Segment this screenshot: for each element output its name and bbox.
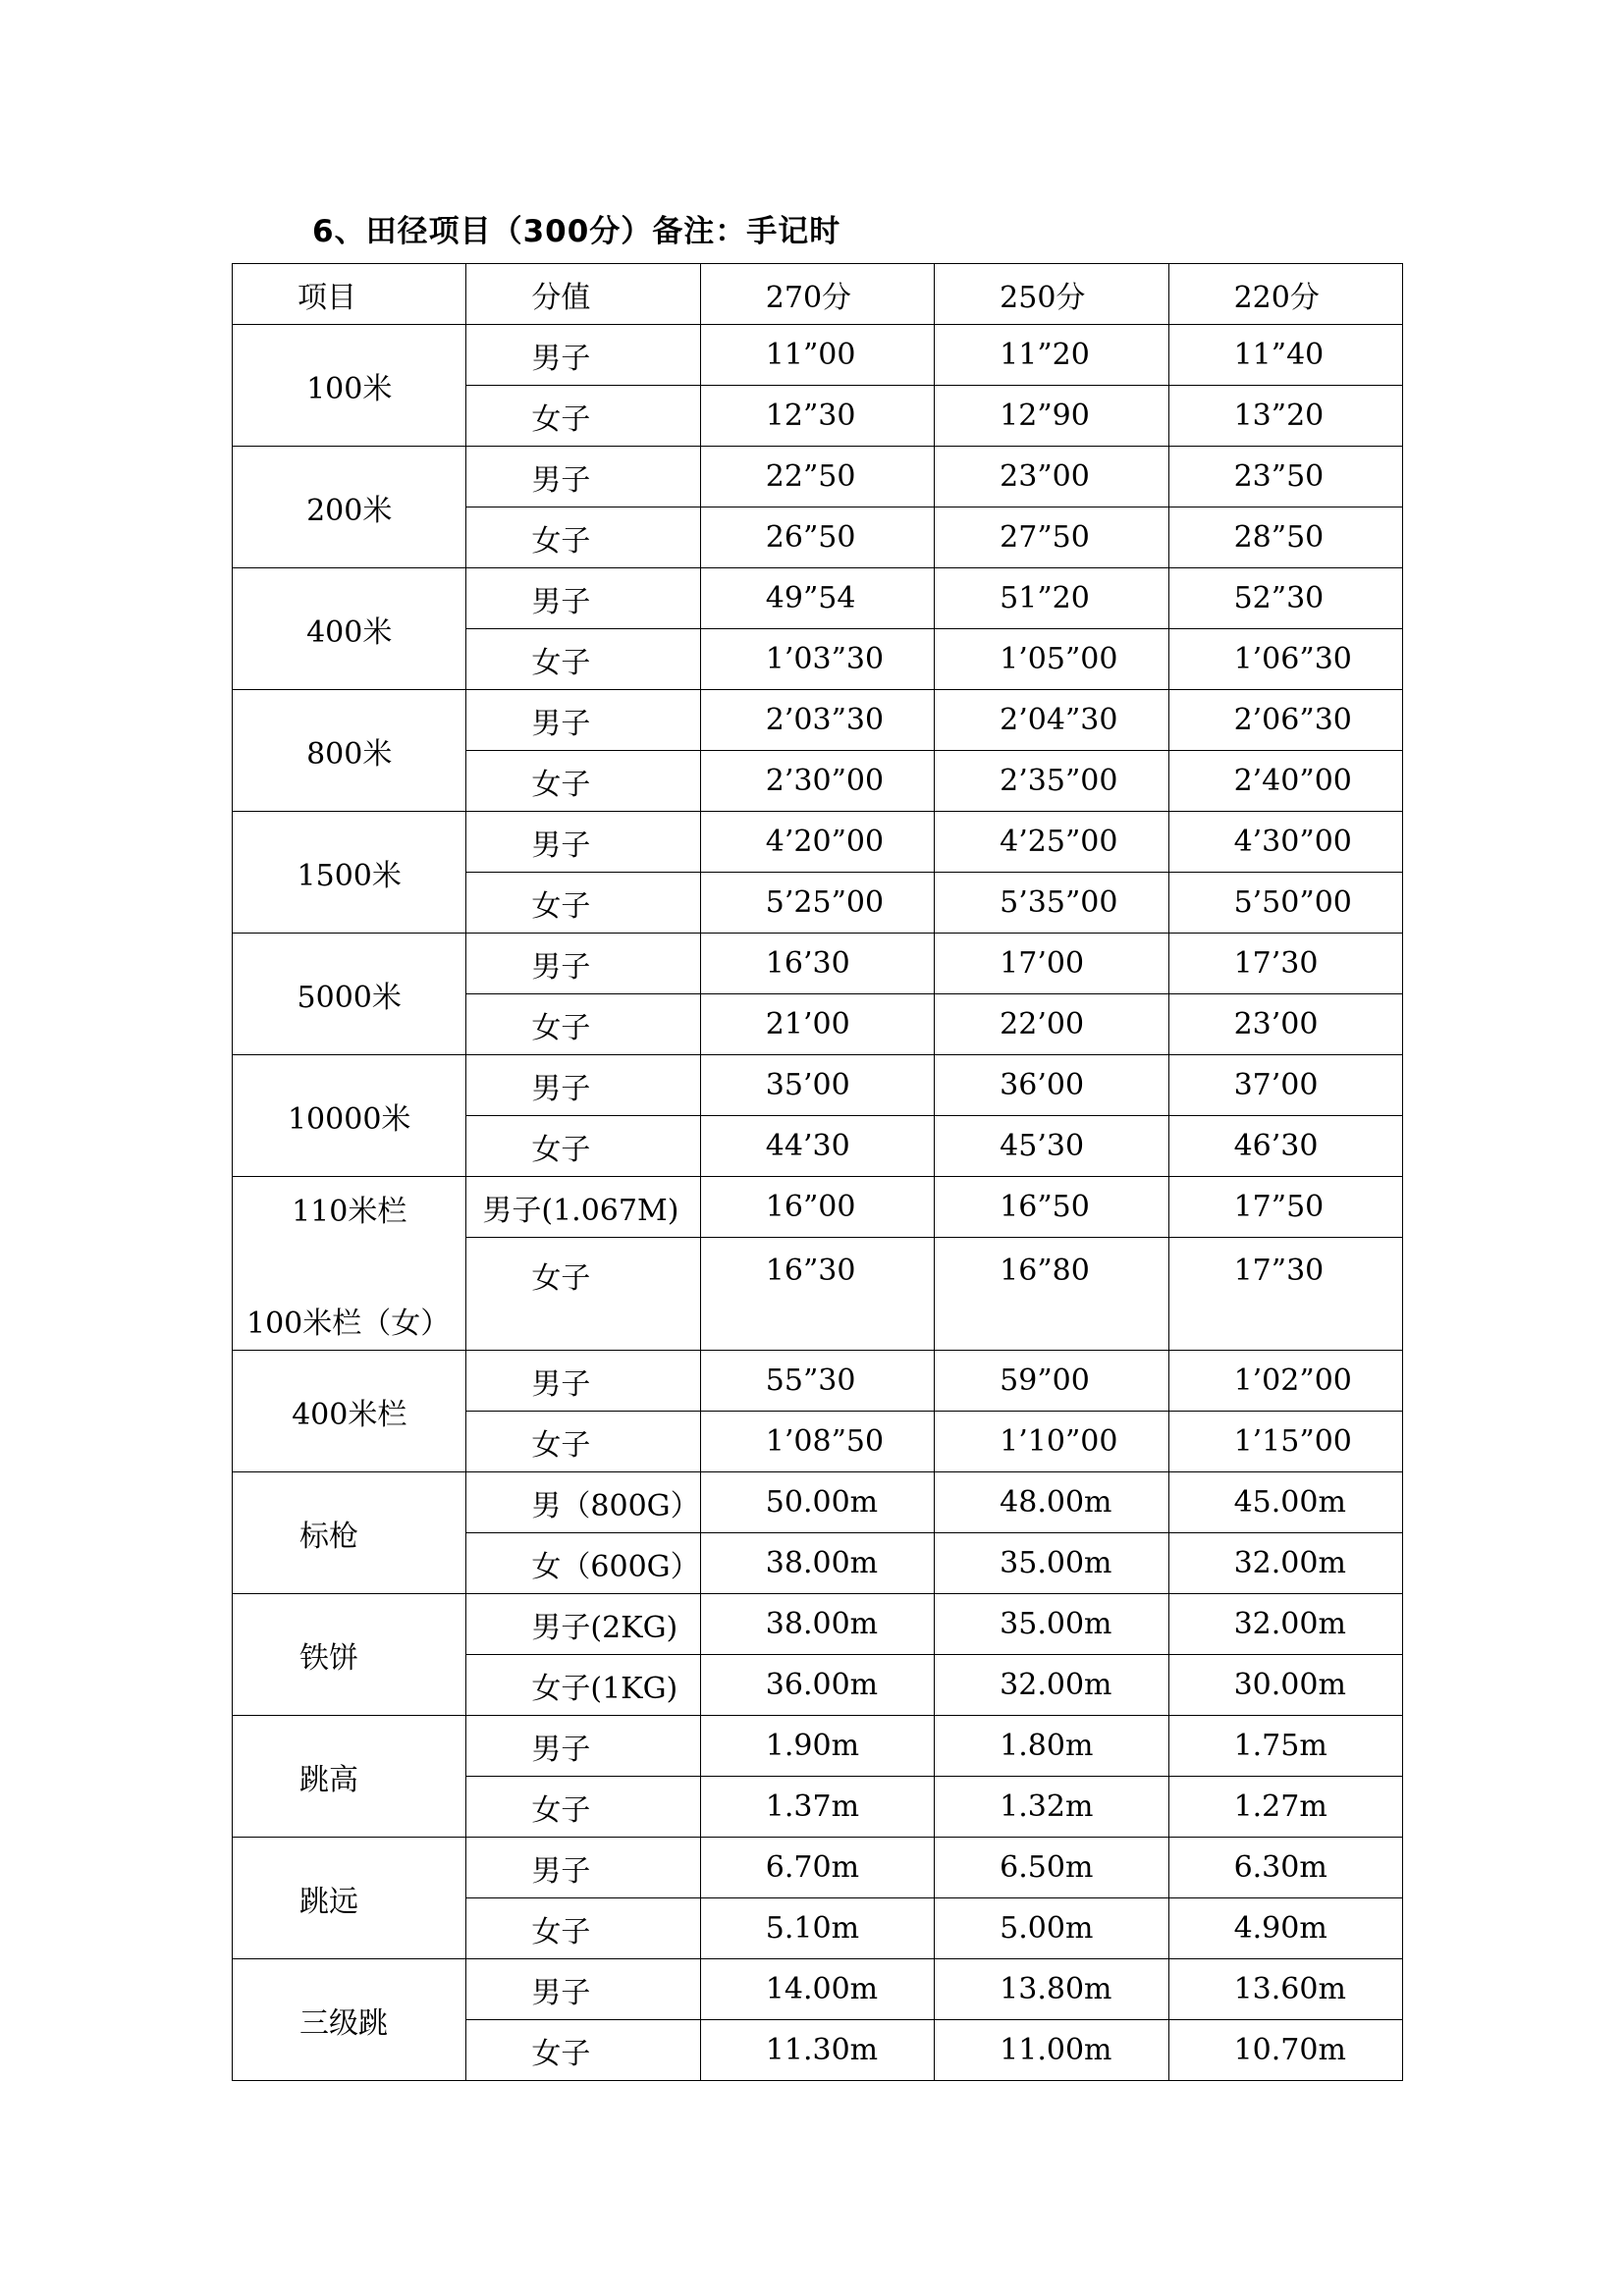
table-row xyxy=(233,934,1403,994)
category-cell: 女子 xyxy=(466,1412,700,1472)
score-value-cell: 2’04”30 xyxy=(935,690,1168,751)
category-cell: 女子 xyxy=(466,994,700,1055)
score-value-cell: 17”50 xyxy=(1168,1177,1402,1238)
category-cell: 女（600G） xyxy=(466,1533,700,1594)
score-value-cell: 21’00 xyxy=(700,994,934,1055)
score-value-cell: 32.00m xyxy=(1168,1594,1402,1655)
score-value-cell: 55”30 xyxy=(700,1351,934,1412)
score-value-cell: 16”30 xyxy=(700,1238,934,1351)
category-cell: 男子(2KG) xyxy=(466,1594,700,1655)
score-value-cell: 4’30”00 xyxy=(1168,812,1402,873)
score-value-cell: 45’30 xyxy=(935,1116,1168,1177)
header-cell-score-220: 220分 xyxy=(1168,264,1402,325)
score-value-cell: 1.80m xyxy=(935,1716,1168,1777)
score-value-cell: 1’15”00 xyxy=(1168,1412,1402,1472)
score-value-cell: 4’25”00 xyxy=(935,812,1168,873)
table-row xyxy=(233,447,1403,507)
score-value-cell: 1’03”30 xyxy=(700,629,934,690)
category-cell: 女子 xyxy=(466,1238,700,1351)
score-value-cell: 10.70m xyxy=(1168,2020,1402,2081)
score-value-cell: 27”50 xyxy=(935,507,1168,568)
table-row xyxy=(233,812,1403,873)
header-cell-event: 项目 xyxy=(233,264,466,325)
category-cell: 女子 xyxy=(466,1116,700,1177)
category-cell: 男子 xyxy=(466,568,700,629)
track-field-score-table xyxy=(232,263,1403,2081)
score-value-cell: 44’30 xyxy=(700,1116,934,1177)
category-cell: 女子 xyxy=(466,1898,700,1959)
event-name-cell: 铁饼 xyxy=(233,1594,466,1716)
table-row xyxy=(233,1351,1403,1412)
event-name-cell: 100米 xyxy=(233,325,466,447)
category-cell: 男子 xyxy=(466,1838,700,1898)
event-name-secondary: 100米栏（女） xyxy=(246,1307,451,1341)
score-value-cell: 35’00 xyxy=(700,1055,934,1116)
header-cell-score-270: 270分 xyxy=(700,264,934,325)
category-cell: 男子 xyxy=(466,812,700,873)
score-value-cell: 13.60m xyxy=(1168,1959,1402,2020)
score-value-cell: 1.27m xyxy=(1168,1777,1402,1838)
score-value-cell: 6.50m xyxy=(935,1838,1168,1898)
score-value-cell: 5.00m xyxy=(935,1898,1168,1959)
score-value-cell: 38.00m xyxy=(700,1533,934,1594)
score-value-cell: 22”50 xyxy=(700,447,934,507)
score-value-cell: 6.30m xyxy=(1168,1838,1402,1898)
event-name-cell: 400米栏 xyxy=(233,1351,466,1472)
category-cell: 男子(1.067M) xyxy=(466,1177,700,1238)
score-value-cell: 23”50 xyxy=(1168,447,1402,507)
score-value-cell: 17’00 xyxy=(935,934,1168,994)
score-value-cell: 36’00 xyxy=(935,1055,1168,1116)
score-value-cell: 2’35”00 xyxy=(935,751,1168,812)
score-value-cell: 36.00m xyxy=(700,1655,934,1716)
score-value-cell: 37’00 xyxy=(1168,1055,1402,1116)
score-value-cell: 23’00 xyxy=(1168,994,1402,1055)
score-value-cell: 35.00m xyxy=(935,1533,1168,1594)
score-value-cell: 1’06”30 xyxy=(1168,629,1402,690)
score-value-cell: 46’30 xyxy=(1168,1116,1402,1177)
score-value-cell: 11.30m xyxy=(700,2020,934,2081)
category-cell: 女子 xyxy=(466,873,700,934)
score-value-cell: 5’25”00 xyxy=(700,873,934,934)
score-value-cell: 1.32m xyxy=(935,1777,1168,1838)
score-value-cell: 52”30 xyxy=(1168,568,1402,629)
score-value-cell: 2’03”30 xyxy=(700,690,934,751)
table-row xyxy=(233,690,1403,751)
event-name-cell: 800米 xyxy=(233,690,466,812)
category-cell: 女子 xyxy=(466,386,700,447)
category-cell: 女子(1KG) xyxy=(466,1655,700,1716)
table-row xyxy=(233,1594,1403,1655)
score-value-cell: 32.00m xyxy=(1168,1533,1402,1594)
score-value-cell: 35.00m xyxy=(935,1594,1168,1655)
score-value-cell: 32.00m xyxy=(935,1655,1168,1716)
score-value-cell: 22’00 xyxy=(935,994,1168,1055)
score-value-cell: 26”50 xyxy=(700,507,934,568)
score-value-cell: 16”00 xyxy=(700,1177,934,1238)
category-cell: 男子 xyxy=(466,447,700,507)
score-value-cell: 11”40 xyxy=(1168,325,1402,386)
score-value-cell: 16”50 xyxy=(935,1177,1168,1238)
category-cell: 男（800G） xyxy=(466,1472,700,1533)
score-value-cell: 11.00m xyxy=(935,2020,1168,2081)
category-cell: 男子 xyxy=(466,1959,700,2020)
score-value-cell: 49”54 xyxy=(700,568,934,629)
score-value-cell: 2’06”30 xyxy=(1168,690,1402,751)
score-value-cell: 12”90 xyxy=(935,386,1168,447)
table-row xyxy=(233,1959,1403,2020)
score-value-cell: 28”50 xyxy=(1168,507,1402,568)
score-value-cell: 38.00m xyxy=(700,1594,934,1655)
category-cell: 女子 xyxy=(466,2020,700,2081)
score-value-cell: 45.00m xyxy=(1168,1472,1402,1533)
event-name-cell: 跳远 xyxy=(233,1838,466,1959)
score-value-cell: 4.90m xyxy=(1168,1898,1402,1959)
category-cell: 男子 xyxy=(466,1351,700,1412)
event-name-cell: 200米 xyxy=(233,447,466,568)
table-row xyxy=(233,1472,1403,1533)
score-value-cell: 4’20”00 xyxy=(700,812,934,873)
score-value-cell: 16’30 xyxy=(700,934,934,994)
section-title: 6、田径项目（300分）备注：手记时 xyxy=(312,214,841,249)
score-value-cell: 17”30 xyxy=(1168,1238,1402,1351)
category-cell: 男子 xyxy=(466,1055,700,1116)
score-value-cell: 17’30 xyxy=(1168,934,1402,994)
score-value-cell: 16”80 xyxy=(935,1238,1168,1351)
event-name-cell: 10000米 xyxy=(233,1055,466,1177)
score-value-cell: 50.00m xyxy=(700,1472,934,1533)
score-value-cell: 1.37m xyxy=(700,1777,934,1838)
table-row xyxy=(233,1055,1403,1116)
table-row xyxy=(233,1838,1403,1898)
score-value-cell: 5’50”00 xyxy=(1168,873,1402,934)
score-value-cell: 51”20 xyxy=(935,568,1168,629)
event-name-cell: 5000米 xyxy=(233,934,466,1055)
score-value-cell: 12”30 xyxy=(700,386,934,447)
score-value-cell: 1’10”00 xyxy=(935,1412,1168,1472)
score-value-cell: 11”20 xyxy=(935,325,1168,386)
score-value-cell: 5’35”00 xyxy=(935,873,1168,934)
table-row xyxy=(233,1177,1403,1238)
score-value-cell: 1’08”50 xyxy=(700,1412,934,1472)
score-value-cell: 14.00m xyxy=(700,1959,934,2020)
score-value-cell: 1.90m xyxy=(700,1716,934,1777)
score-value-cell: 13”20 xyxy=(1168,386,1402,447)
score-value-cell: 6.70m xyxy=(700,1838,934,1898)
table-row xyxy=(233,1716,1403,1777)
event-name: 110米栏 xyxy=(292,1195,407,1229)
score-value-cell: 11”00 xyxy=(700,325,934,386)
table-row xyxy=(233,568,1403,629)
score-value-cell: 1’05”00 xyxy=(935,629,1168,690)
header-cell-score-250: 250分 xyxy=(935,264,1168,325)
category-cell: 男子 xyxy=(466,690,700,751)
header-row xyxy=(233,264,1403,325)
category-cell: 女子 xyxy=(466,751,700,812)
event-name-cell xyxy=(233,1177,466,1351)
event-name-cell: 三级跳 xyxy=(233,1959,466,2081)
score-value-cell: 23”00 xyxy=(935,447,1168,507)
event-name-cell: 1500米 xyxy=(233,812,466,934)
score-value-cell: 5.10m xyxy=(700,1898,934,1959)
score-value-cell: 59”00 xyxy=(935,1351,1168,1412)
score-value-cell: 1’02”00 xyxy=(1168,1351,1402,1412)
score-value-cell: 13.80m xyxy=(935,1959,1168,2020)
category-cell: 女子 xyxy=(466,507,700,568)
category-cell: 男子 xyxy=(466,1716,700,1777)
table-row xyxy=(233,325,1403,386)
header-cell-category: 分值 xyxy=(466,264,700,325)
score-value-cell: 1.75m xyxy=(1168,1716,1402,1777)
score-value-cell: 2’30”00 xyxy=(700,751,934,812)
score-value-cell: 48.00m xyxy=(935,1472,1168,1533)
event-name-cell: 跳高 xyxy=(233,1716,466,1838)
category-cell: 女子 xyxy=(466,629,700,690)
category-cell: 女子 xyxy=(466,1777,700,1838)
category-cell: 男子 xyxy=(466,325,700,386)
score-value-cell: 30.00m xyxy=(1168,1655,1402,1716)
event-name-cell: 400米 xyxy=(233,568,466,690)
score-value-cell: 2’40”00 xyxy=(1168,751,1402,812)
event-name-cell: 标枪 xyxy=(233,1472,466,1594)
category-cell: 男子 xyxy=(466,934,700,994)
